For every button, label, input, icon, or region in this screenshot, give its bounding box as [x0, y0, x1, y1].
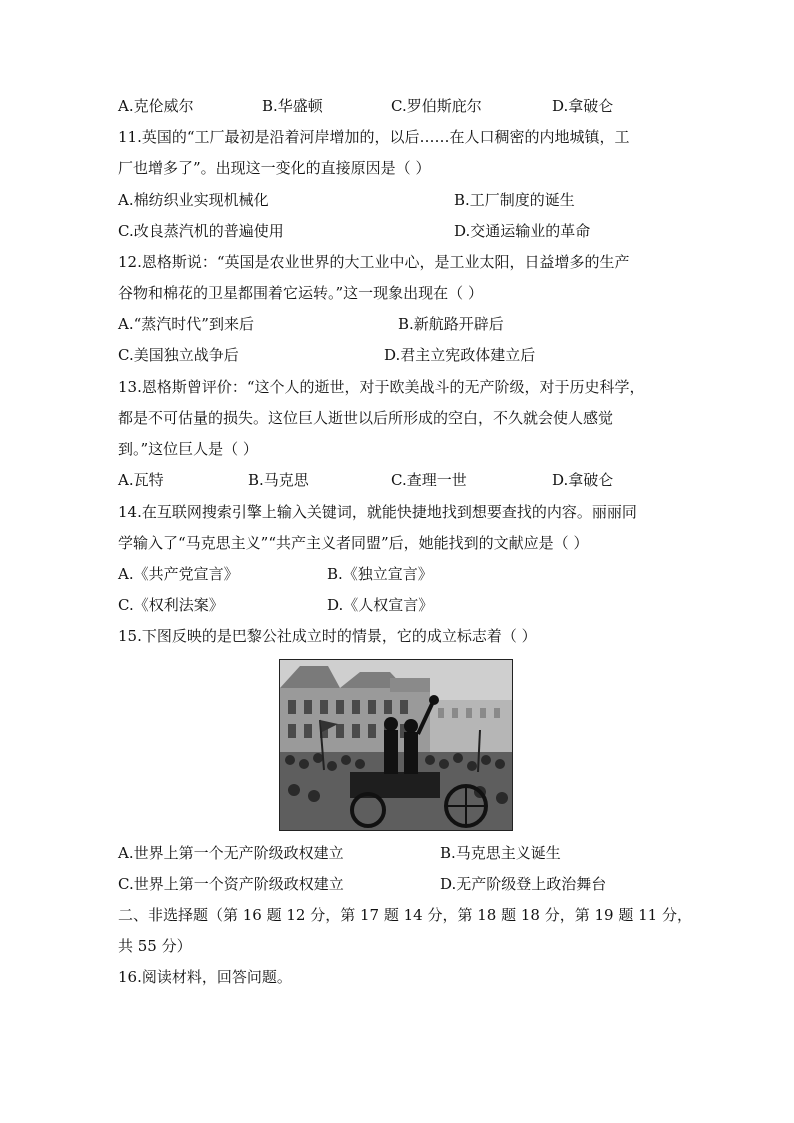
q10-option-d: D.拿破仑: [552, 97, 614, 115]
q13-stem-line3: 到。”这位巨人是（ ）: [118, 440, 258, 458]
q10-option-b: B.华盛顿: [262, 97, 323, 115]
q11-stem-line1: 11.英国的“工厂最初是沿着河岸增加的，以后……在人口稠密的内地城镇，工: [118, 128, 630, 146]
q11-option-c: C.改良蒸汽机的普遍使用: [118, 222, 284, 240]
q15-stem: 15.下图反映的是巴黎公社成立时的情景，它的成立标志着（ ）: [118, 627, 537, 645]
q13-option-d: D.拿破仑: [552, 471, 614, 489]
q10-option-c: C.罗伯斯庇尔: [391, 97, 482, 115]
section2-heading-line1: 二、非选择题（第 16 题 12 分，第 17 题 14 分，第 18 题 18 分，第 19 题 11 分，: [118, 906, 692, 924]
q13-stem-line2: 都是不可估量的损失。这位巨人逝世以后所形成的空白，不久就会使人感觉: [118, 409, 614, 427]
q12-option-d: D.君主立宪政体建立后: [384, 346, 536, 364]
q14-option-d: D.《人权宣言》: [327, 596, 434, 614]
q11-stem-line2: 厂也增多了”。出现这一变化的直接原因是（ ）: [118, 159, 431, 177]
q15-option-d: D.无产阶级登上政治舞台: [440, 875, 607, 893]
q16-stem: 16.阅读材料，回答问题。: [118, 968, 292, 986]
q13-stem-line1: 13.恩格斯曾评价：“这个人的逝世，对于欧美战斗的无产阶级，对于历史科学，: [118, 378, 645, 396]
q12-option-a: A.“蒸汽时代”到来后: [118, 315, 254, 333]
paris-commune-illustration: [279, 659, 513, 831]
q10-option-a: A.克伦威尔: [118, 97, 194, 115]
q11-option-d: D.交通运输业的革命: [454, 222, 591, 240]
paris-commune-engraving: [280, 660, 512, 830]
q14-stem-line1: 14.在互联网搜索引擎上输入关键词，就能快捷地找到想要查找的内容。丽丽同: [118, 503, 637, 521]
q15-option-c: C.世界上第一个资产阶级政权建立: [118, 875, 344, 893]
q13-option-a: A.瓦特: [118, 471, 164, 489]
q13-option-b: B.马克思: [248, 471, 309, 489]
q12-stem-line1: 12.恩格斯说：“英国是农业世界的大工业中心，是工业太阳，日益增多的生产: [118, 253, 630, 271]
section2-heading-line2: 共 55 分）: [118, 937, 192, 955]
q14-option-a: A.《共产党宣言》: [118, 565, 239, 583]
q14-option-b: B.《独立宣言》: [327, 565, 433, 583]
q14-option-c: C.《权利法案》: [118, 596, 224, 614]
q11-option-b: B.工厂制度的诞生: [454, 191, 575, 209]
q15-option-b: B.马克思主义诞生: [440, 844, 561, 862]
q14-stem-line2: 学输入了“马克思主义”“共产主义者同盟”后，她能找到的文献应是（ ）: [118, 534, 589, 552]
q12-option-c: C.美国独立战争后: [118, 346, 239, 364]
q12-option-b: B.新航路开辟后: [398, 315, 504, 333]
q15-option-a: A.世界上第一个无产阶级政权建立: [118, 844, 344, 862]
q12-stem-line2: 谷物和棉花的卫星都围着它运转。”这一现象出现在（ ）: [118, 284, 483, 302]
q13-option-c: C.查理一世: [391, 471, 467, 489]
q11-option-a: A.棉纺织业实现机械化: [118, 191, 269, 209]
